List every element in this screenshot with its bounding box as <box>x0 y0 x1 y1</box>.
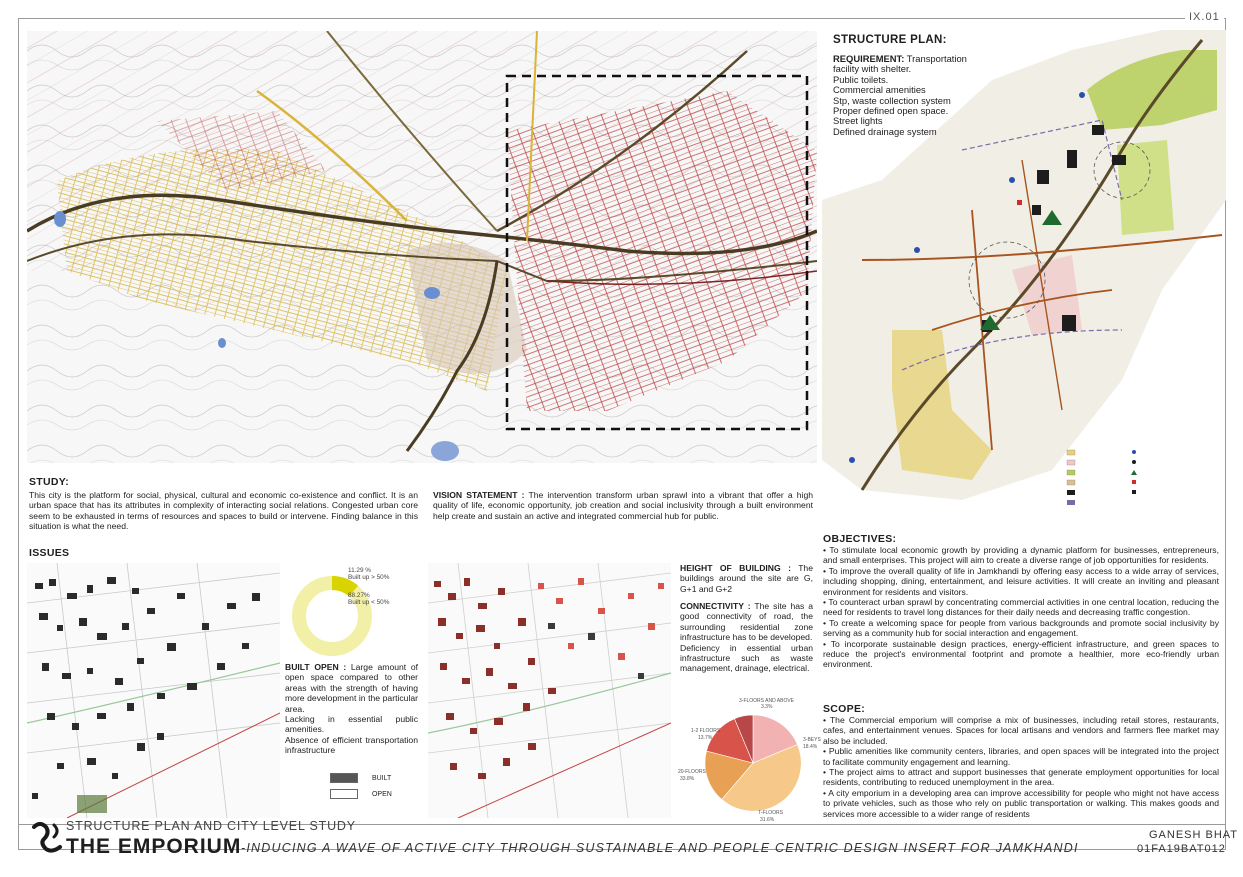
vision-text: The intervention transform urban sprawl into a vibrant that offer a high quality of life, economic opportunity, job creation and social inclusivity through a built environment help create and sustain an active and integrated commercial hub for public. <box>433 490 814 521</box>
objective-item: • To counteract urban sprawl by concentrating commercial activities in one central location, reducing the need for residents to travel long distances for their daily needs and decreasing traffic congestion. <box>823 597 1219 618</box>
open-legend <box>330 789 392 799</box>
requirement-item: Stp, waste collection system <box>833 94 951 106</box>
built-open-label: BUILT OPEN : <box>285 662 347 672</box>
pie-label-bottom: T-FLOORS <box>758 810 784 816</box>
requirement-block <box>833 54 983 137</box>
pie-label-bottom-pct: 31.6% <box>760 817 775 823</box>
pie-label-top-pct: 3.3% <box>761 704 773 710</box>
lacking-text: Lacking in essential public amenities. <box>285 714 418 735</box>
requirement-item: Commercial amenities <box>833 84 926 96</box>
structure-plan-heading: STRUCTURE PLAN: <box>833 34 947 46</box>
open-legend-label: OPEN <box>371 790 392 798</box>
objective-item: • To improve the overall quality of life in Jamkhandi by offering easy access to a wide array of services, including shopping, dining, entertainment, and leisure activities. It will create an inviting and pleasant environment for residents and visitors. <box>823 565 1219 597</box>
objective-item: • To incorporate sustainable design practices, energy-efficient infrastructure, and green spaces to reduce the project's environmental footprint and promote a healthier, more eco-friendly urban environment. <box>823 638 1219 670</box>
open-swatch <box>330 789 358 799</box>
height-description: The buildings around the site are G, G+1 and G+2 <box>680 563 813 594</box>
drawing-subtitle: STRUCTURE PLAN AND CITY LEVEL STUDY <box>66 819 356 833</box>
donut-built-legend <box>348 567 389 582</box>
building-height-pie-chart <box>683 695 828 820</box>
objectives-list <box>823 545 1219 670</box>
donut-built-label: Built up > 50% <box>348 574 390 582</box>
study-text: This city is the platform for social, physical, cultural and economic co-existence and conflict. It is an urban space that has its attributes in complexity of interacting social relations. Congested urban core seem to be exhausted in terms of resources and spaces to build or intervene. Finding balance in this situation is what the need. <box>29 490 418 532</box>
issues-heading: ISSUES <box>29 547 70 559</box>
connectivity-label: CONNECTIVITY : <box>680 601 751 611</box>
donut-open-label: Built up < 50% <box>348 599 390 607</box>
built-legend <box>330 773 391 783</box>
donut-built-pct: 11.29 % <box>348 567 371 574</box>
height-label: HEIGHT OF BUILDING : <box>680 563 791 573</box>
scope-item: • A city emporium in a developing area can improve accessibility for people who might not have access to private vehicles, such as those who rely on public transportation or walking. This makes goods and services more accessible to a wider range of residents <box>823 787 1219 819</box>
built-legend-label: BUILT <box>371 774 392 782</box>
scope-list <box>823 715 1219 819</box>
author-usn: 01FA19BAT012 <box>1137 843 1226 855</box>
requirement-label: REQUIREMENT: <box>833 53 905 64</box>
pie-label-left-pct: 33.8% <box>680 776 695 782</box>
requirement-item: Public toilets. <box>833 73 889 85</box>
sheet-number: IX.01 <box>1185 11 1224 23</box>
requirement-item: Transportation facility with shelter. <box>833 53 967 75</box>
connectivity-description: The site has a good connectivity of road, the surrounding residential zone infrastructure has to be developed. <box>680 601 814 643</box>
pie-label-right: 3-BEYS <box>803 737 821 743</box>
connectivity-text <box>680 601 813 674</box>
objectives-heading: OBJECTIVES: <box>823 533 897 545</box>
emporium-logo-icon <box>30 819 66 857</box>
project-title: THE EMPORIUM <box>66 835 242 858</box>
study-heading: STUDY: <box>29 476 70 488</box>
scope-item: • The Commercial emporium will comprise a mix of businesses, including retail stores, restaurants, cafes, and entertainment venues. Spaces for local artisans and vendors and farmers flee market may also be included. <box>823 715 1219 746</box>
requirement-item: Street lights <box>833 115 883 127</box>
scope-item: • The project aims to attract and support businesses that generate employment opportunities for local residents, contributing to reduced unemployment in the area. <box>823 767 1219 788</box>
pie-label-upper-left: 1-2 FLOORS <box>691 728 721 734</box>
donut-open-pct: 88.27% <box>348 592 370 599</box>
pie-label-right-pct: 18.4% <box>803 744 818 750</box>
requirement-item: Defined drainage system <box>833 125 937 137</box>
city-map <box>27 31 817 463</box>
author-name: GANESH BHAT <box>1149 829 1239 841</box>
issues-built-open-map <box>27 563 280 818</box>
scope-item: • Public amenities like community centers, libraries, and open spaces will be integrated into the project to facilitate community engagement and learning. <box>823 746 1219 767</box>
vision-label: VISION STATEMENT : <box>433 490 525 500</box>
absence-text: Absence of efficient transportation infrastructure <box>285 734 418 756</box>
objective-item: • To create a welcoming space for people from various backgrounds and promote social inclusivity by serving as a community hub for social interaction and engagement. <box>823 617 1219 639</box>
pie-label-left: 20-FLOORS <box>678 769 706 775</box>
vision-statement <box>433 490 813 521</box>
building-height-map <box>428 563 671 818</box>
built-open-description: Large amount of open space compared to other areas with the strength of having more development in the particular area. <box>285 662 419 714</box>
objective-item: • To stimulate local economic growth by providing a dynamic platform for businesses, entrepreneurs, and small enterprises. This project will aim to create a diverse range of job opportunities for residents. <box>823 545 1219 566</box>
deficiency-text: Deficiency in essential urban infrastructure such as waste management, drainage, electrical. <box>680 642 813 674</box>
donut-open-legend <box>348 592 389 607</box>
height-text <box>680 563 813 594</box>
built-open-text <box>285 662 418 756</box>
project-tagline: -INDUCING A WAVE OF ACTIVE CITY THROUGH SUSTAINABLE AND PEOPLE CENTRIC DESIGN INSERT FOR JAMKHANDI <box>241 841 1079 855</box>
pie-label-upper-left-pct: 13.7% <box>698 735 713 741</box>
requirement-item: Proper defined open space. <box>833 105 949 117</box>
scope-heading: SCOPE: <box>823 703 866 715</box>
pie-label-top: 3-FLOORS AND ABOVE <box>739 698 795 704</box>
built-swatch <box>330 773 358 783</box>
